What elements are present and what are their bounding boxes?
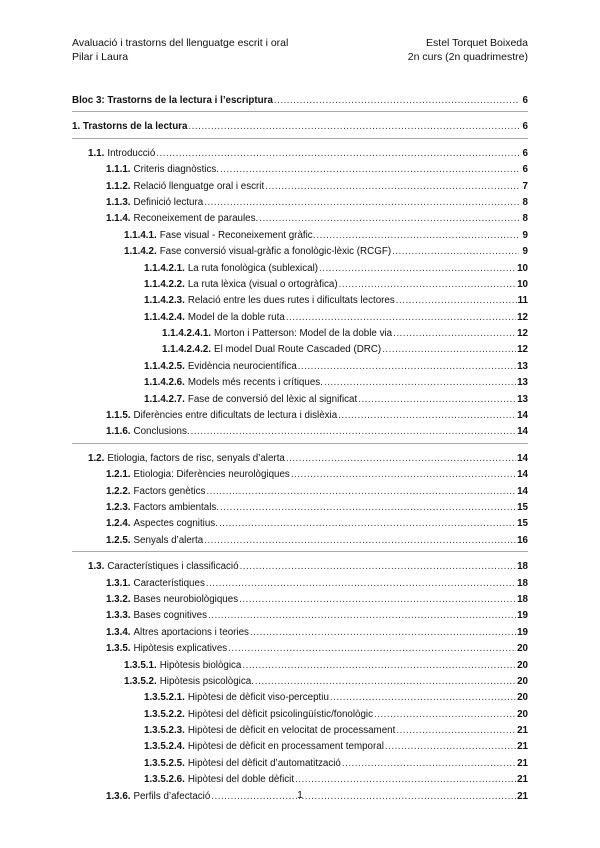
toc-entry[interactable] <box>72 261 528 277</box>
toc-leader-dots <box>342 756 516 772</box>
toc-entry-number: 1.1.4.2. <box>124 246 157 258</box>
toc-entry-number: 1.1.4. <box>106 213 131 225</box>
toc-entry-page: 18 <box>517 561 528 573</box>
header-author: Estel Torquet Boixeda <box>426 37 528 49</box>
toc-leader-dots <box>298 359 516 375</box>
toc-entry-number: 1.3.5.2.1. <box>144 692 185 704</box>
toc-entry[interactable] <box>72 658 528 674</box>
toc-entry-number: 1.1.6. <box>106 426 131 438</box>
toc-leader-dots <box>382 342 516 358</box>
toc-entry-page: 8 <box>522 213 528 225</box>
toc-entry-page: 7 <box>522 180 528 192</box>
toc-leader-dots <box>220 500 516 516</box>
toc-entry[interactable] <box>72 451 528 467</box>
toc-entry-title: Criteris diagnòstics. <box>133 164 219 176</box>
toc-entry[interactable] <box>72 674 528 690</box>
toc-leader-dots <box>286 451 516 467</box>
toc-entry-page: 21 <box>517 757 528 769</box>
toc-entry-title: Senyals d’alerta <box>133 534 204 546</box>
toc-entry-page: 8 <box>522 196 528 208</box>
toc-leader-dots <box>240 559 517 575</box>
table-of-contents <box>72 93 528 805</box>
toc-entry[interactable] <box>72 228 528 244</box>
toc-entry-page: 13 <box>517 360 528 372</box>
toc-entry[interactable] <box>72 500 528 516</box>
toc-leader-dots <box>319 261 516 277</box>
toc-entry-title: El model Dual Route Cascaded (DRC) <box>214 344 382 356</box>
toc-leader-dots <box>374 707 516 723</box>
toc-leader-dots <box>392 244 519 260</box>
toc-entry-page: 19 <box>517 626 528 638</box>
toc-entry-page: 14 <box>517 469 528 481</box>
toc-entry-number: 1.1.4.2.1. <box>144 262 185 274</box>
toc-entry[interactable] <box>72 576 528 592</box>
toc-entry-title: Hipòtesi de dèficit en velocitat de processament <box>187 725 396 737</box>
toc-entry-title: Diferències entre dificultats de lectura i dislèxia <box>133 410 338 422</box>
toc-entry[interactable] <box>72 119 528 135</box>
toc-leader-dots <box>219 516 516 532</box>
toc-entry[interactable] <box>72 467 528 483</box>
toc-entry[interactable] <box>72 211 528 227</box>
toc-entry[interactable] <box>72 690 528 706</box>
toc-entry-number: 1.1.4.2.4.2. <box>162 344 212 356</box>
toc-leader-dots <box>295 772 516 788</box>
toc-entry[interactable] <box>72 772 528 788</box>
toc-entry-title: Definició lectura <box>133 196 204 208</box>
toc-entry-title: Relació entre les dues rutes i dificultats lectores <box>187 295 395 307</box>
toc-entry-number: 1.2.5. <box>106 534 131 546</box>
toc-entry-number: 1.1.2. <box>106 180 131 192</box>
toc-leader-dots <box>220 162 519 178</box>
header-course-title: Avaluació i trastorns del llenguatge escrit i oral <box>72 37 289 49</box>
toc-entry-title: La ruta fonològica (sublexical) <box>187 262 319 274</box>
toc-entry-page: 20 <box>517 643 528 655</box>
page-number: 1 <box>297 789 303 801</box>
toc-entry-title: Reconeixement de paraules. <box>133 213 259 225</box>
toc-entry[interactable] <box>72 608 528 624</box>
toc-leader-dots <box>206 576 516 592</box>
toc-entry[interactable] <box>72 559 528 575</box>
toc-entry-title: Conclusions. <box>133 426 190 438</box>
toc-entry-title: Model de la doble ruta <box>187 311 285 323</box>
toc-entry-page: 12 <box>517 311 528 323</box>
toc-entry[interactable] <box>72 310 528 326</box>
page-header <box>72 36 528 64</box>
toc-entry-page: 21 <box>517 790 528 802</box>
toc-entry-title: Hipòtesis psicològica. <box>159 675 254 687</box>
toc-entry[interactable] <box>72 625 528 641</box>
toc-entry-page: 18 <box>517 593 528 605</box>
section-divider <box>72 111 528 112</box>
toc-entry-number: 1.3.5.2.6. <box>144 774 185 786</box>
toc-entry[interactable] <box>72 326 528 342</box>
toc-entry-number: 1.1.4.1. <box>124 229 157 241</box>
toc-leader-dots <box>242 658 516 674</box>
toc-leader-dots <box>191 424 516 440</box>
toc-leader-dots <box>286 310 516 326</box>
toc-entry-number: 1.2. <box>88 452 105 464</box>
toc-entry-page: 21 <box>517 774 528 786</box>
toc-leader-dots <box>330 690 516 706</box>
toc-entry[interactable] <box>72 408 528 424</box>
toc-entry-page: 12 <box>517 344 528 356</box>
toc-leader-dots <box>339 277 516 293</box>
toc-entry-title: Bloc 3: Trastorns de la lectura i l’escriptura <box>72 95 273 106</box>
toc-entry-title: Evidència neurocientífica <box>187 360 297 372</box>
section-divider <box>72 138 528 139</box>
toc-entry-page: 14 <box>517 410 528 422</box>
toc-entry[interactable] <box>72 146 528 162</box>
toc-leader-dots <box>338 408 516 424</box>
toc-entry-number: 1.1.4.2.5. <box>144 360 185 372</box>
toc-entry[interactable] <box>72 739 528 755</box>
toc-leader-dots <box>393 326 516 342</box>
toc-leader-dots <box>204 195 519 211</box>
toc-entry-number: 1.1.4.2.2. <box>144 278 185 290</box>
toc-entry[interactable] <box>72 756 528 772</box>
toc-entry-title: Característiques <box>133 577 205 589</box>
toc-entry-title: Hipòtesis biològica <box>159 659 242 671</box>
toc-entry-page: 6 <box>522 95 528 106</box>
toc-entry-number: 1.3.5.2.2. <box>144 708 185 720</box>
toc-leader-dots <box>206 484 516 500</box>
toc-entry-number: 1.2.4. <box>106 518 131 530</box>
toc-entry-title: Relació llenguatge oral i escrit <box>133 180 265 192</box>
toc-entry-title: Perfils d’afectació <box>133 790 211 802</box>
toc-entry-number: 1.1.1. <box>106 164 131 176</box>
toc-entry[interactable] <box>72 375 528 391</box>
toc-entry-title: Hipòtesi del doble dèficit <box>187 774 295 786</box>
toc-entry-page: 20 <box>517 675 528 687</box>
toc-entry-page: 20 <box>517 692 528 704</box>
toc-entry-title: Fase de conversió del lèxic al significat <box>187 393 358 405</box>
toc-entry-title: Hipòtesis explicatives <box>133 643 228 655</box>
toc-entry-number: 1.1.5. <box>106 410 131 422</box>
toc-entry-page: 21 <box>517 725 528 737</box>
toc-entry[interactable] <box>72 93 528 109</box>
toc-entry-page: 10 <box>517 278 528 290</box>
toc-entry-page: 10 <box>517 262 528 274</box>
toc-leader-dots <box>396 723 516 739</box>
toc-entry[interactable] <box>72 162 528 178</box>
toc-entry-title: Models més recents i crítiques. <box>187 377 323 389</box>
toc-leader-dots <box>385 739 516 755</box>
toc-leader-dots <box>324 375 516 391</box>
toc-entry-title: Bases neurobiològiques <box>133 593 239 605</box>
toc-leader-dots <box>250 625 516 641</box>
toc-entry[interactable] <box>72 641 528 657</box>
toc-entry-number: 1.2.2. <box>106 485 131 497</box>
toc-entry-page: 15 <box>517 518 528 530</box>
toc-entry-number: 1.3.1. <box>106 577 131 589</box>
toc-leader-dots <box>255 674 516 690</box>
toc-entry-page: 14 <box>517 452 528 464</box>
toc-entry[interactable] <box>72 723 528 739</box>
toc-entry-number: 1.3.5.2.3. <box>144 725 185 737</box>
toc-entry-number: 1.3.5.1. <box>124 659 157 671</box>
toc-entry-title: Factors ambientals. <box>133 501 219 513</box>
toc-entry[interactable] <box>72 179 528 195</box>
toc-entry[interactable] <box>72 195 528 211</box>
toc-entry-page: 19 <box>517 610 528 622</box>
toc-entry-title: Hipòtesi de dèficit en processament temporal <box>187 741 384 753</box>
toc-leader-dots <box>316 228 519 244</box>
toc-entry-page: 16 <box>517 534 528 546</box>
toc-entry-page: 14 <box>517 485 528 497</box>
toc-entry-page: 18 <box>517 577 528 589</box>
toc-entry-title: Altres aportacions i teories <box>133 626 249 638</box>
toc-entry-title: Característiques i classificació <box>107 561 239 573</box>
toc-leader-dots <box>208 608 516 624</box>
toc-leader-dots <box>358 392 516 408</box>
toc-leader-dots <box>188 119 519 135</box>
toc-entry-title: Aspectes cognitius. <box>133 518 218 530</box>
section-divider <box>72 443 528 444</box>
toc-entry-page: 13 <box>517 377 528 389</box>
toc-entry-number: 1.1.4.2.3. <box>144 295 185 307</box>
toc-entry-page: 11 <box>517 295 528 307</box>
header-term: 2n curs (2n quadrimestre) <box>407 51 528 63</box>
toc-entry-page: 9 <box>522 246 528 258</box>
toc-entry[interactable] <box>72 592 528 608</box>
toc-entry-title: 1. Trastorns de la lectura <box>72 121 188 133</box>
toc-leader-dots <box>259 211 519 227</box>
toc-entry[interactable] <box>72 277 528 293</box>
toc-entry-page: 9 <box>522 229 528 241</box>
toc-entry-number: 1.1.4.2.6. <box>144 377 185 389</box>
toc-entry[interactable] <box>72 533 528 549</box>
toc-entry-number: 1.2.3. <box>106 501 131 513</box>
toc-entry-page: 12 <box>517 328 528 340</box>
toc-entry-number: 1.3.3. <box>106 610 131 622</box>
toc-entry-number: 1.3.4. <box>106 626 131 638</box>
toc-entry[interactable] <box>72 244 528 260</box>
toc-entry-title: Fase visual - Reconeixement gràfic. <box>159 229 316 241</box>
toc-entry[interactable] <box>72 516 528 532</box>
toc-entry-title: Hipòtesi del dèficit d’automatització <box>187 757 341 769</box>
toc-leader-dots <box>204 533 516 549</box>
toc-entry-number: 1.3.5.2.4. <box>144 741 185 753</box>
toc-entry-page: 6 <box>522 121 528 133</box>
toc-leader-dots <box>265 179 519 195</box>
toc-entry-title: Etiologia: Diferències neurològiques <box>133 469 290 481</box>
toc-entry-title: Hipòtesi de dèficit viso-perceptiu <box>187 692 329 704</box>
toc-entry-title: Etiologia, factors de risc, senyals d’alerta <box>107 452 285 464</box>
toc-entry[interactable] <box>72 293 528 309</box>
toc-entry-number: 1.2.1. <box>106 469 131 481</box>
toc-entry-page: 6 <box>522 147 528 159</box>
toc-entry-page: 14 <box>517 426 528 438</box>
toc-entry-title: Bases cognitives <box>133 610 208 622</box>
toc-leader-dots <box>239 592 516 608</box>
toc-entry-title: Factors genètics <box>133 485 206 497</box>
toc-entry-page: 6 <box>522 164 528 176</box>
toc-leader-dots <box>291 467 516 483</box>
toc-entry-page: 15 <box>517 501 528 513</box>
toc-entry[interactable] <box>72 424 528 440</box>
toc-leader-dots <box>274 93 519 109</box>
toc-entry-number: 1.1.4.2.4.1. <box>162 328 212 340</box>
toc-entry-number: 1.1.4.2.7. <box>144 393 185 405</box>
toc-entry-page: 21 <box>517 741 528 753</box>
toc-entry-title: La ruta lèxica (visual o ortogràfica) <box>187 278 338 290</box>
toc-entry[interactable] <box>72 359 528 375</box>
toc-entry-number: 1.1.4.2.4. <box>144 311 185 323</box>
toc-entry-number: 1.3.5.2.5. <box>144 757 185 769</box>
toc-entry[interactable] <box>72 484 528 500</box>
toc-entry[interactable] <box>72 342 528 358</box>
toc-entry-number: 1.3.2. <box>106 593 131 605</box>
toc-entry-number: 1.1.3. <box>106 196 131 208</box>
section-divider <box>72 551 528 552</box>
toc-entry-number: 1.3. <box>88 561 105 573</box>
header-teachers: Pilar i Laura <box>72 51 129 63</box>
toc-entry-title: Introducció <box>107 147 156 159</box>
toc-entry-number: 1.3.6. <box>106 790 131 802</box>
toc-entry-page: 20 <box>517 708 528 720</box>
toc-leader-dots <box>396 293 517 309</box>
toc-entry-title: Fase conversió visual-gràfic a fonològic-lèxic (RCGF) <box>159 246 392 258</box>
toc-leader-dots <box>156 146 519 162</box>
toc-entry-page: 20 <box>517 659 528 671</box>
toc-entry[interactable] <box>72 392 528 408</box>
toc-entry[interactable] <box>72 707 528 723</box>
toc-leader-dots <box>228 641 516 657</box>
toc-entry-title: Hipòtesi del dèficit psicolingüístic/fonològic <box>187 708 374 720</box>
toc-entry-title: Morton i Patterson: Model de la doble via <box>214 328 393 340</box>
toc-entry-number: 1.3.5.2. <box>124 675 157 687</box>
toc-entry-number: 1.1. <box>88 147 105 159</box>
toc-entry-number: 1.3.5. <box>106 643 131 655</box>
toc-entry-page: 13 <box>517 393 528 405</box>
